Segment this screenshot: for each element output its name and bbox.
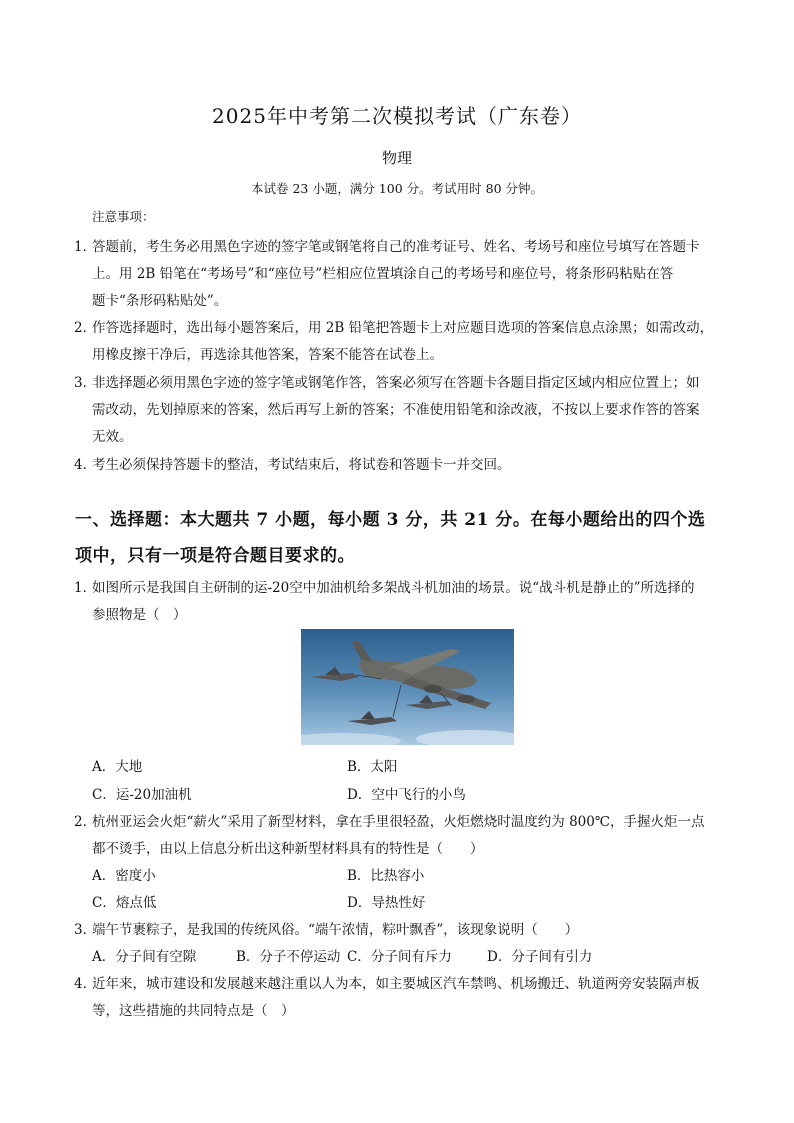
note-number: 3．	[74, 375, 97, 391]
question-number: 2．	[74, 814, 97, 830]
question-stem: 杭州亚运会火炬“薪火”采用了新型材料，拿在手里很轻盈，火炬燃烧时温度约为 800℃，手握火炬一点	[92, 814, 705, 830]
note-number: 2．	[74, 320, 97, 336]
note-line: 需改动，先划掉原来的答案，然后再写上新的答案；不准使用铅笔和涂改液，不按以上要求作答的答案	[92, 402, 700, 418]
question-number: 3．	[74, 922, 97, 938]
section-heading-line-2: 项中，只有一项是符合题目要求的。	[75, 546, 355, 566]
note-line: 考生必须保持答题卡的整洁，考试结束后，将试卷和答题卡一并交回。	[92, 457, 511, 473]
question-number: 4．	[74, 976, 97, 992]
refueling-aircraft-photo	[301, 629, 514, 745]
notes-heading: 注意事项：	[92, 209, 155, 224]
question-option: C．分子间有斥力	[347, 949, 452, 965]
note-line: 用橡皮擦干净后，再选涂其他答案，答案不能答在试卷上。	[92, 347, 443, 363]
note-line: 无效。	[92, 429, 133, 445]
note-number: 1．	[74, 239, 97, 255]
question-option: C．运-20加油机	[92, 787, 192, 803]
note-line: 非选择题必须用黑色字迹的签字笔或钢笔作答，答案必须写在答题卡各题目指定区域内相应位置上；如	[92, 375, 700, 391]
note-number: 4．	[74, 457, 97, 473]
exam-title: 2025年中考第二次模拟考试（广东卷）	[212, 104, 582, 128]
question-stem: 如图所示是我国自主研制的运-20空中加油机给多架战斗机加油的场景。说“战斗机是静止的”所选择的	[92, 580, 695, 596]
note-line: 上。用 2B 铅笔在“考场号”和“座位号”栏相应位置填涂自己的考场号和座位号，将条形码粘贴在答	[92, 266, 674, 282]
question-stem: 端午节裹粽子，是我国的传统风俗。“端午浓情，粽叶飘香”，该现象说明（ ）	[92, 922, 579, 938]
note-line: 答题前，考生务必用黑色字迹的签字笔或钢笔将自己的准考证号、姓名、考场号和座位号填写在答题卡	[92, 239, 700, 255]
question-option: B．太阳	[347, 759, 398, 775]
section-heading-line-1: 一、选择题：本大题共 7 小题，每小题 3 分，共 21 分。在每小题给出的四个选	[75, 510, 706, 530]
question-option: C．熔点低	[92, 895, 157, 911]
question-number: 1．	[74, 580, 97, 596]
exam-info: 本试卷 23 小题，满分 100 分。考试用时 80 分钟。	[250, 181, 543, 196]
note-line: 题卡“条形码粘贴处”。	[92, 293, 228, 309]
question-option: A．密度小	[92, 868, 156, 884]
question-option: B．比热容小	[347, 868, 425, 884]
question-option: D．导热性好	[347, 895, 426, 911]
question-option: A．分子间有空隙	[92, 949, 197, 965]
question-stem: 参照物是（ ）	[92, 607, 187, 623]
note-line: 作答选择题时，选出每小题答案后，用 2B 铅笔把答题卡上对应题目选项的答案信息点涂黑；如需改动，	[92, 320, 714, 336]
question-stem: 都不烫手，由以上信息分析出这种新型材料具有的特性是（ ）	[92, 841, 484, 857]
question-option: B．分子不停运动	[236, 949, 341, 965]
question-option: D．分子间有引力	[487, 949, 593, 965]
question-stem: 近年来，城市建设和发展越来越注重以人为本，如主要城区汽车禁鸣、机场搬迁、轨道两旁安装隔声板	[92, 976, 700, 992]
question-stem: 等，这些措施的共同特点是（ ）	[92, 1003, 295, 1019]
question-option: D．空中飞行的小鸟	[347, 787, 466, 803]
question-option: A．大地	[92, 759, 143, 775]
subject-title: 物理	[381, 149, 412, 167]
